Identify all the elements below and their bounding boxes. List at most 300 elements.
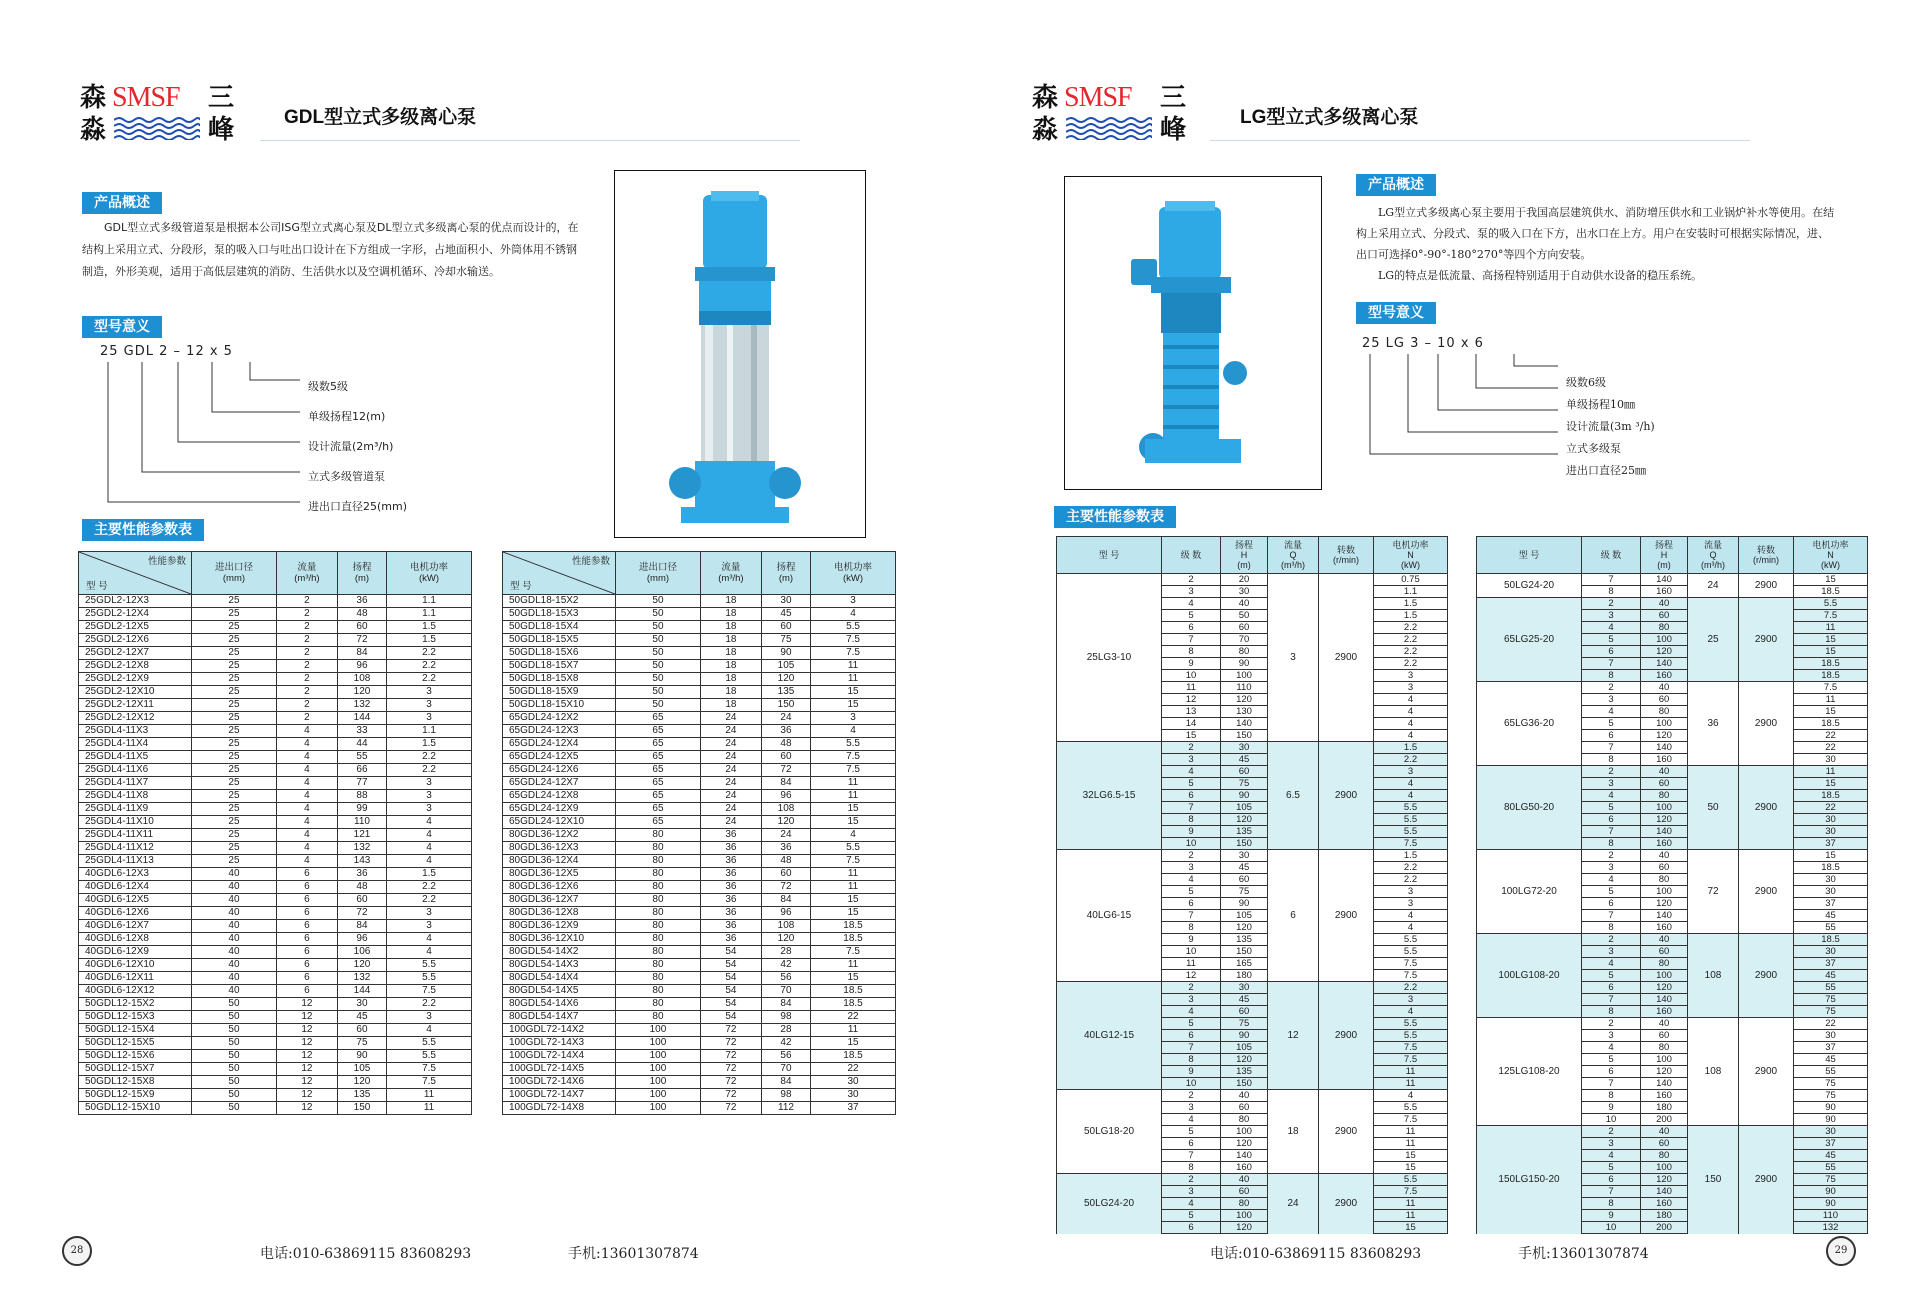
- stages-cell: 8: [1582, 754, 1641, 766]
- value-cell: 12: [276, 1024, 337, 1037]
- value-cell: 120: [761, 816, 810, 829]
- value-cell: 7.5: [811, 634, 896, 647]
- speed-cell: 2900: [1319, 1174, 1374, 1234]
- head-cell: 120: [1221, 1222, 1268, 1234]
- table-row: [1057, 982, 1448, 994]
- head-cell: 75: [1221, 886, 1268, 898]
- stages-cell: 4: [1162, 766, 1221, 778]
- power-cell: 37: [1794, 1042, 1868, 1054]
- head-cell: 140: [1641, 910, 1688, 922]
- value-cell: 65: [616, 816, 701, 829]
- value-cell: 72: [700, 1050, 761, 1063]
- brand-logo: [1032, 80, 1212, 150]
- table-row: [79, 686, 472, 699]
- table-row: [503, 751, 896, 764]
- model-code: 25 GDL 2 – 12 x 5: [100, 344, 233, 359]
- value-cell: 4: [276, 751, 337, 764]
- value-cell: 18: [700, 621, 761, 634]
- value-cell: 4: [811, 725, 896, 738]
- power-cell: 132: [1794, 1222, 1868, 1234]
- value-cell: 2: [276, 699, 337, 712]
- value-cell: 6: [276, 868, 337, 881]
- model-cell: 50GDL12-15X3: [79, 1011, 192, 1024]
- head-cell: 60: [1641, 610, 1688, 622]
- stages-cell: 6: [1582, 646, 1641, 658]
- power-cell: 15: [1374, 1222, 1448, 1234]
- table-row: [79, 1011, 472, 1024]
- head-cell: 80: [1221, 646, 1268, 658]
- value-cell: 25: [192, 699, 277, 712]
- value-cell: 15: [811, 894, 896, 907]
- value-cell: 65: [616, 751, 701, 764]
- value-cell: 100: [616, 1102, 701, 1115]
- power-cell: 4: [1374, 790, 1448, 802]
- brand-logo: [80, 80, 260, 150]
- value-cell: 18: [700, 699, 761, 712]
- model-cell: 25GDL2-12X10: [79, 686, 192, 699]
- brand-smsf-text: SMSF: [112, 82, 180, 113]
- value-cell: 65: [616, 738, 701, 751]
- stages-cell: 5: [1162, 1210, 1221, 1222]
- table-row: [503, 985, 896, 998]
- model-cell: 40GDL6-12X6: [79, 907, 192, 920]
- value-cell: 30: [811, 1076, 896, 1089]
- table-row: [79, 920, 472, 933]
- speed-cell: 2900: [1739, 574, 1794, 598]
- head-cell: 60: [1641, 778, 1688, 790]
- power-cell: 15: [1794, 646, 1868, 658]
- power-cell: 22: [1794, 730, 1868, 742]
- table-row: [503, 868, 896, 881]
- model-cell: 80GDL54-14X4: [503, 972, 616, 985]
- stages-cell: 5: [1582, 802, 1641, 814]
- footer-mobile: 手机:13601307874: [568, 1246, 699, 1262]
- model-cell: 65GDL24-12X9: [503, 803, 616, 816]
- value-cell: 40: [192, 920, 277, 933]
- value-cell: 80: [616, 1011, 701, 1024]
- head-cell: 45: [1221, 994, 1268, 1006]
- page-number: 28: [62, 1236, 92, 1266]
- table-row: [503, 907, 896, 920]
- value-cell: 90: [761, 647, 810, 660]
- head-cell: 120: [1221, 922, 1268, 934]
- head-cell: 100: [1641, 970, 1688, 982]
- stages-cell: 3: [1582, 1030, 1641, 1042]
- stages-cell: 9: [1162, 934, 1221, 946]
- value-cell: 6: [276, 907, 337, 920]
- value-cell: 1.5: [387, 868, 472, 881]
- value-cell: 50: [616, 699, 701, 712]
- overview-paragraph-1: LG型立式多级离心泵主要用于我国高层建筑供水、消防增压供水和工业锅炉补水等使用。在结构上采用立式、分段式、泵的吸入口在下方，出水口在上方。用户在安装时可根据实际情况，进、出口可选择0°-90°-180°270°等四个方向安装。: [1356, 206, 1835, 261]
- brand-char: 森: [80, 83, 107, 113]
- stages-cell: 7: [1162, 1150, 1221, 1162]
- value-cell: 96: [761, 790, 810, 803]
- stages-cell: 2: [1162, 574, 1221, 586]
- stages-cell: 13: [1162, 706, 1221, 718]
- model-cell: 25GDL2-12X9: [79, 673, 192, 686]
- flow-cell: 36: [1688, 682, 1739, 766]
- performance-table-1: [78, 551, 472, 1115]
- value-cell: 121: [337, 829, 386, 842]
- value-cell: 36: [700, 829, 761, 842]
- head-cell: 120: [1221, 1138, 1268, 1150]
- value-cell: 56: [761, 972, 810, 985]
- stages-cell: 7: [1582, 574, 1641, 586]
- value-cell: 7.5: [387, 985, 472, 998]
- value-cell: 12: [276, 1037, 337, 1050]
- value-cell: 15: [811, 699, 896, 712]
- table-row: [79, 842, 472, 855]
- table-row: [79, 751, 472, 764]
- model-cell: 65GDL24-12X3: [503, 725, 616, 738]
- table-row: [503, 959, 896, 972]
- power-cell: 5.5: [1374, 1102, 1448, 1114]
- head-cell: 120: [1221, 1054, 1268, 1066]
- head-cell: 40: [1221, 1174, 1268, 1186]
- model-cell: 50GDL18-15X7: [503, 660, 616, 673]
- head-cell: 140: [1221, 718, 1268, 730]
- value-cell: 6: [276, 894, 337, 907]
- header-diameter: 进出口径 (mm): [192, 552, 277, 595]
- head-cell: 45: [1221, 754, 1268, 766]
- value-cell: 12: [276, 1050, 337, 1063]
- stages-cell: 7: [1582, 742, 1641, 754]
- model-item: 进出口直径25㎜: [1566, 464, 1646, 477]
- model-cell: 50GDL18-15X3: [503, 608, 616, 621]
- table-row: [503, 855, 896, 868]
- table-row: [1057, 742, 1448, 754]
- model-code: 25 LG 3 – 10 x 6: [1362, 336, 1484, 351]
- brand-char: 淼: [80, 115, 107, 145]
- stages-cell: 3: [1582, 610, 1641, 622]
- stages-cell: 2: [1582, 598, 1641, 610]
- power-cell: 18.5: [1794, 862, 1868, 874]
- table-row: [503, 660, 896, 673]
- table-row: [1477, 934, 1868, 946]
- model-cell: 80GDL54-14X7: [503, 1011, 616, 1024]
- value-cell: 50: [616, 660, 701, 673]
- table-row: [79, 998, 472, 1011]
- model-cell: 80GDL36-12X3: [503, 842, 616, 855]
- head-cell: 80: [1641, 706, 1688, 718]
- value-cell: 65: [616, 777, 701, 790]
- value-cell: 36: [337, 595, 386, 608]
- header-power: 电机功率 N (kW): [1794, 537, 1868, 574]
- flow-cell: 6.5: [1268, 742, 1319, 850]
- stages-cell: 7: [1582, 994, 1641, 1006]
- power-cell: 37: [1794, 958, 1868, 970]
- power-cell: 75: [1794, 1090, 1868, 1102]
- head-cell: 200: [1641, 1222, 1688, 1234]
- head-cell: 140: [1641, 1186, 1688, 1198]
- value-cell: 50: [192, 1076, 277, 1089]
- head-cell: 60: [1221, 766, 1268, 778]
- value-cell: 100: [616, 1050, 701, 1063]
- value-cell: 1.5: [387, 621, 472, 634]
- value-cell: 3: [387, 777, 472, 790]
- speed-cell: 2900: [1739, 598, 1794, 682]
- value-cell: 7.5: [811, 647, 896, 660]
- value-cell: 3: [387, 712, 472, 725]
- table-a-body: [1057, 574, 1448, 1234]
- value-cell: 18: [700, 647, 761, 660]
- power-cell: 75: [1794, 1006, 1868, 1018]
- head-cell: 50: [1221, 610, 1268, 622]
- stages-cell: 4: [1582, 958, 1641, 970]
- flow-cell: 108: [1688, 1018, 1739, 1126]
- value-cell: 120: [337, 959, 386, 972]
- footer-phone: 电话:010-63869115 83608293: [1210, 1246, 1422, 1262]
- value-cell: 77: [337, 777, 386, 790]
- model-cell: 25GDL4-11X10: [79, 816, 192, 829]
- model-cell: 25GDL2-12X12: [79, 712, 192, 725]
- head-cell: 30: [1221, 850, 1268, 862]
- value-cell: 100: [616, 1037, 701, 1050]
- value-cell: 50: [616, 673, 701, 686]
- value-cell: 3: [387, 699, 472, 712]
- stages-cell: 4: [1162, 1114, 1221, 1126]
- value-cell: 12: [276, 1102, 337, 1115]
- flow-cell: 150: [1688, 1126, 1739, 1234]
- head-cell: 100: [1221, 1126, 1268, 1138]
- value-cell: 5.5: [387, 1050, 472, 1063]
- model-cell: 32LG6.5-15: [1057, 742, 1162, 850]
- head-cell: 140: [1221, 1150, 1268, 1162]
- value-cell: 22: [811, 1011, 896, 1024]
- value-cell: 120: [761, 933, 810, 946]
- table-row: [1057, 1090, 1448, 1102]
- table-row: [503, 699, 896, 712]
- flow-cell: 12: [1268, 982, 1319, 1090]
- value-cell: 4: [276, 764, 337, 777]
- value-cell: 98: [761, 1089, 810, 1102]
- header-speed: 转数 (r/min): [1739, 537, 1794, 574]
- value-cell: 48: [761, 855, 810, 868]
- model-cell: 25GDL2-12X7: [79, 647, 192, 660]
- header-head: 扬程 (m): [337, 552, 386, 595]
- table-row: [79, 907, 472, 920]
- value-cell: 30: [337, 998, 386, 1011]
- value-cell: 75: [337, 1037, 386, 1050]
- head-cell: 120: [1641, 1066, 1688, 1078]
- brand-smsf-text: SMSF: [1064, 82, 1132, 113]
- head-cell: 60: [1221, 1102, 1268, 1114]
- header-diag-bottom: 型 号: [86, 581, 108, 592]
- value-cell: 50: [192, 1037, 277, 1050]
- header-stages: 级 数: [1582, 537, 1641, 574]
- table-row: [79, 725, 472, 738]
- power-cell: 4: [1374, 730, 1448, 742]
- head-cell: 45: [1221, 862, 1268, 874]
- head-cell: 60: [1641, 946, 1688, 958]
- value-cell: 24: [761, 712, 810, 725]
- value-cell: 7.5: [387, 1063, 472, 1076]
- value-cell: 25: [192, 634, 277, 647]
- speed-cell: 2900: [1739, 682, 1794, 766]
- stages-cell: 3: [1582, 862, 1641, 874]
- power-cell: 5.5: [1374, 826, 1448, 838]
- value-cell: 11: [811, 673, 896, 686]
- flow-cell: 24: [1688, 574, 1739, 598]
- value-cell: 24: [700, 751, 761, 764]
- power-cell: 37: [1794, 898, 1868, 910]
- value-cell: 65: [616, 725, 701, 738]
- stages-cell: 8: [1162, 646, 1221, 658]
- head-cell: 120: [1641, 646, 1688, 658]
- model-cell: 80GDL36-12X7: [503, 894, 616, 907]
- model-cell: 40GDL6-12X10: [79, 959, 192, 972]
- head-cell: 60: [1641, 694, 1688, 706]
- stages-cell: 11: [1162, 958, 1221, 970]
- table-row: [503, 725, 896, 738]
- value-cell: 2.2: [387, 751, 472, 764]
- value-cell: 72: [337, 907, 386, 920]
- value-cell: 100: [616, 1024, 701, 1037]
- value-cell: 12: [276, 1011, 337, 1024]
- stages-cell: 3: [1582, 946, 1641, 958]
- power-cell: 18.5: [1794, 586, 1868, 598]
- head-cell: 130: [1221, 706, 1268, 718]
- value-cell: 84: [337, 647, 386, 660]
- power-cell: 30: [1794, 754, 1868, 766]
- power-cell: 37: [1794, 838, 1868, 850]
- model-cell: 50GDL12-15X6: [79, 1050, 192, 1063]
- model-leader-lines: [100, 360, 310, 510]
- stages-cell: 2: [1582, 1126, 1641, 1138]
- value-cell: 3: [387, 790, 472, 803]
- value-cell: 40: [192, 894, 277, 907]
- pump-photo-gdl: [614, 170, 866, 538]
- value-cell: 11: [811, 881, 896, 894]
- table-row: [79, 881, 472, 894]
- table-row: [79, 790, 472, 803]
- value-cell: 40: [192, 907, 277, 920]
- table-row: [79, 764, 472, 777]
- value-cell: 11: [811, 777, 896, 790]
- value-cell: 40: [192, 985, 277, 998]
- model-cell: 50GDL18-15X4: [503, 621, 616, 634]
- flow-cell: 108: [1688, 934, 1739, 1018]
- speed-cell: 2900: [1319, 742, 1374, 850]
- brand-char: 淼: [1032, 115, 1059, 145]
- model-item: 设计流量(3m ³/h): [1566, 420, 1655, 433]
- power-cell: 90: [1794, 1186, 1868, 1198]
- stages-cell: 7: [1582, 910, 1641, 922]
- power-cell: 55: [1794, 1066, 1868, 1078]
- value-cell: 25: [192, 673, 277, 686]
- stages-cell: 6: [1162, 1030, 1221, 1042]
- value-cell: 2: [276, 686, 337, 699]
- value-cell: 56: [761, 1050, 810, 1063]
- power-cell: 11: [1374, 1126, 1448, 1138]
- power-cell: 45: [1794, 910, 1868, 922]
- stages-cell: 8: [1162, 1162, 1221, 1174]
- power-cell: 3: [1374, 994, 1448, 1006]
- head-cell: 60: [1221, 874, 1268, 886]
- power-cell: 7.5: [1374, 838, 1448, 850]
- table-b-body: [1477, 574, 1868, 1234]
- value-cell: 18: [700, 673, 761, 686]
- model-cell: 25GDL2-12X3: [79, 595, 192, 608]
- table-row: [503, 894, 896, 907]
- page-title: LG型立式多级离心泵: [1240, 107, 1419, 128]
- power-cell: 7.5: [1794, 682, 1868, 694]
- value-cell: 24: [700, 738, 761, 751]
- value-cell: 3: [387, 686, 472, 699]
- value-cell: 3: [387, 803, 472, 816]
- model-cell: 25GDL4-11X6: [79, 764, 192, 777]
- model-cell: 65GDL24-12X2: [503, 712, 616, 725]
- model-item: 单级扬程12(m): [308, 410, 386, 423]
- table-row: [79, 660, 472, 673]
- value-cell: 1.1: [387, 608, 472, 621]
- value-cell: 24: [700, 712, 761, 725]
- table-row: [79, 1102, 472, 1115]
- table-row: [503, 777, 896, 790]
- value-cell: 15: [811, 686, 896, 699]
- brand-char: 峰: [1160, 115, 1187, 145]
- value-cell: 100: [616, 1076, 701, 1089]
- stages-cell: 3: [1162, 1186, 1221, 1198]
- stages-cell: 10: [1162, 670, 1221, 682]
- table-row: [503, 673, 896, 686]
- model-cell: 50GDL12-15X2: [79, 998, 192, 1011]
- power-cell: 4: [1374, 910, 1448, 922]
- page-number: 29: [1826, 1236, 1856, 1266]
- stages-cell: 4: [1582, 874, 1641, 886]
- value-cell: 80: [616, 842, 701, 855]
- value-cell: 12: [276, 1063, 337, 1076]
- value-cell: 40: [192, 972, 277, 985]
- pump-lg-icon: [1065, 177, 1321, 489]
- table-row: [1477, 850, 1868, 862]
- value-cell: 7.5: [811, 946, 896, 959]
- stages-cell: 7: [1582, 1186, 1641, 1198]
- table-row: [1477, 766, 1868, 778]
- stages-cell: 5: [1162, 610, 1221, 622]
- speed-cell: 2900: [1739, 1018, 1794, 1126]
- value-cell: 25: [192, 803, 277, 816]
- speed-cell: 2900: [1739, 850, 1794, 934]
- value-cell: 11: [811, 959, 896, 972]
- table-row: [503, 998, 896, 1011]
- value-cell: 50: [192, 1063, 277, 1076]
- brand-char: 三: [208, 83, 235, 113]
- power-cell: 11: [1374, 1210, 1448, 1222]
- model-cell: 25GDL4-11X5: [79, 751, 192, 764]
- value-cell: 24: [700, 790, 761, 803]
- value-cell: 80: [616, 998, 701, 1011]
- table-row: [79, 738, 472, 751]
- table-row: [503, 803, 896, 816]
- stages-cell: 7: [1162, 634, 1221, 646]
- model-cell: 80GDL36-12X5: [503, 868, 616, 881]
- power-cell: 30: [1794, 1126, 1868, 1138]
- diag-header-cell: [503, 552, 616, 595]
- section-label-table: 主要性能参数表: [82, 519, 204, 541]
- value-cell: 24: [700, 764, 761, 777]
- power-cell: 3: [1374, 682, 1448, 694]
- head-cell: 160: [1641, 1198, 1688, 1210]
- value-cell: 120: [761, 673, 810, 686]
- value-cell: 150: [337, 1102, 386, 1115]
- value-cell: 80: [616, 933, 701, 946]
- value-cell: 72: [761, 764, 810, 777]
- value-cell: 25: [192, 816, 277, 829]
- value-cell: 25: [192, 764, 277, 777]
- table-row: [79, 855, 472, 868]
- model-cell: 80GDL54-14X3: [503, 959, 616, 972]
